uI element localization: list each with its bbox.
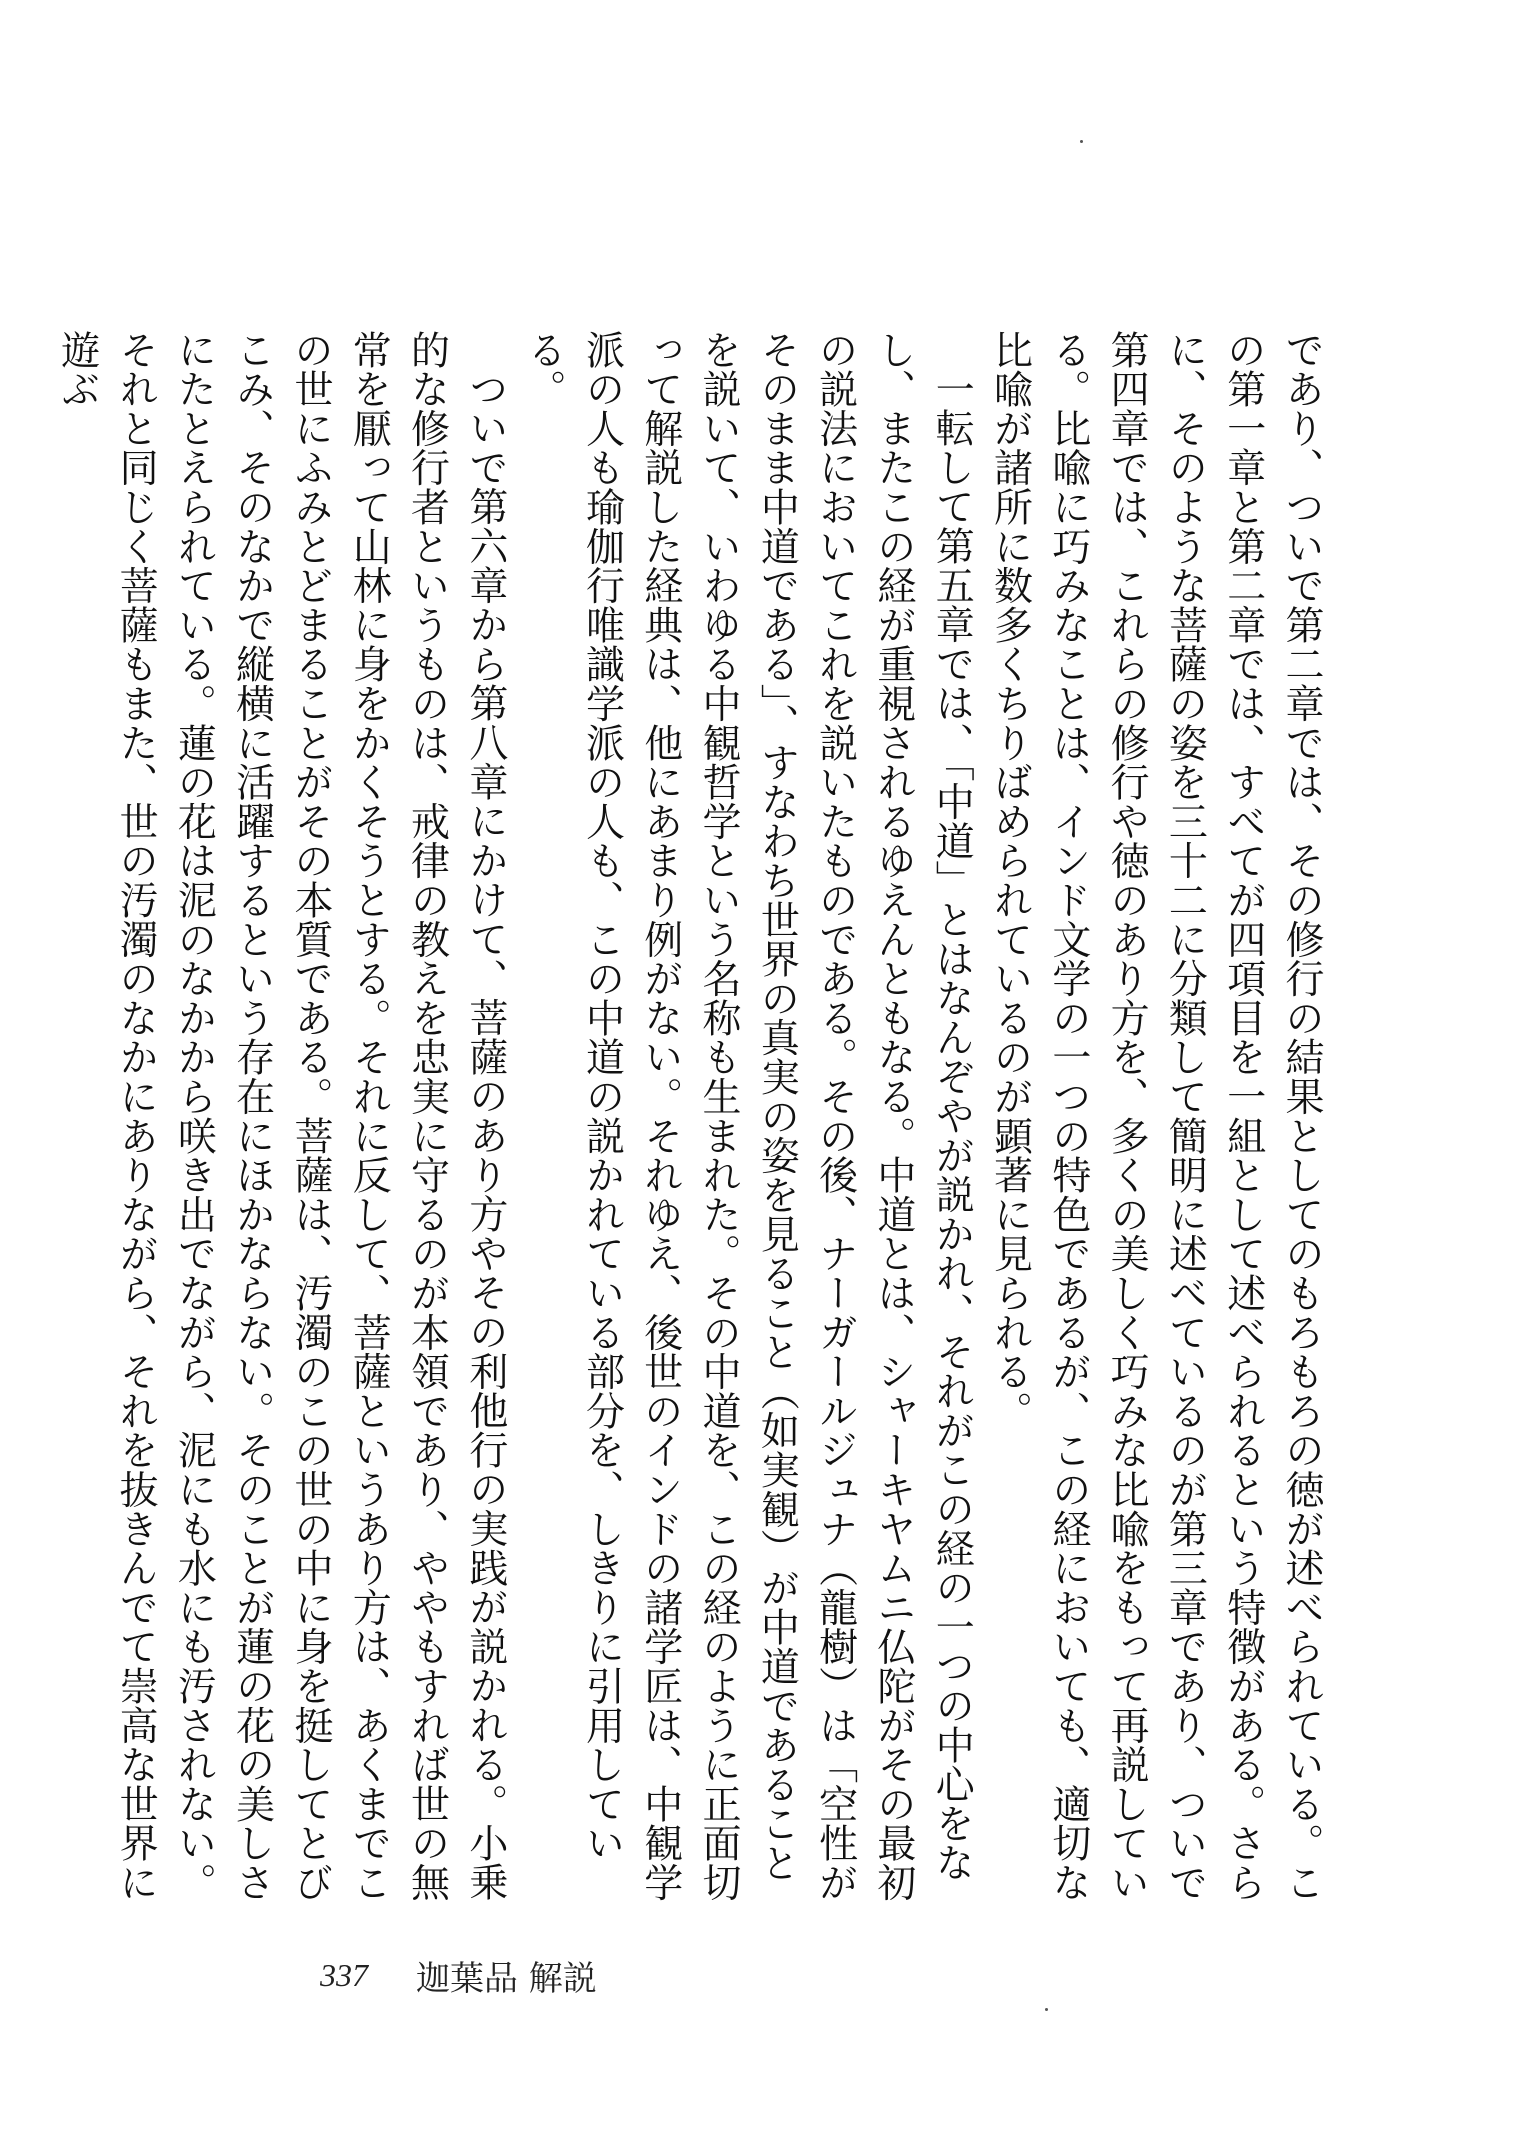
scan-speck bbox=[1080, 140, 1083, 143]
body-text bbox=[54, 330, 1330, 1920]
running-title: 迦葉品 解説 bbox=[416, 1958, 597, 1999]
page-footer bbox=[320, 1950, 597, 2000]
page-number: 337 bbox=[320, 1956, 368, 1993]
scan-speck bbox=[1045, 2008, 1048, 2011]
paragraph-2: 一転して第五章では、「中道」とはなんぞやが説かれ、それがこの経の一つの中心をなし、またこの経が重視されるゆえんともなる。中道とは、シャーキヤムニ仏陀がその最初の説法においてこれを説いたものである。その後、ナーガールジュナ（龍樹）は「空性がそのまま中道である」、すなわち世界の真実の姿を見ること（如実観）が中道であることを説いて、いわゆる中観哲学という名称も生まれた。その中道を、この経のように正面切って解説した経典は、他にあまり例がない。それゆえ、後世のインドの諸学匠は、中観学派の人も瑜伽行唯識学派の人も、この中道の説かれている部分を、しきりに引用している。 bbox=[521, 330, 975, 1902]
paragraph-3: ついで第六章から第八章にかけて、菩薩のあり方やその利他行の実践が説かれる。小乗的な修行者というものは、戒律の教えを忠実に守るのが本領であり、ややもすれば世の無常を厭って山林に身をかくそうとする。それに反して、菩薩というあり方は、あくまでこの世にふみとどまることがその本質である。菩薩は、汚濁のこの世の中に身を挺してとびこみ、そのなかで縦横に活躍するという存在にほかならない。そのことが蓮の花の美しさにたとえられている。蓮の花は泥のなかから咲き出でながら、泥にも水にも汚されない。それと同じく菩薩もまた、世の汚濁のなかにありながら、それを抜きんでて崇高な世界に遊ぶ bbox=[54, 330, 508, 1902]
paragraph-1: であり、ついで第二章では、その修行の結果としてのもろもろの徳が述べられている。この第一章と第二章では、すべてが四項目を一組として述べられるという特徴がある。さらに、そのような菩薩の姿を三十二に分類して簡明に述べているのが第三章であり、ついで第四章では、これらの修行や徳のあり方を、多くの美しく巧みな比喩をもって再説している。比喩に巧みなことは、インド文学の一つの特色であるが、この経においても、適切な比喩が諸所に数多くちりばめられているのが顕著に見られる。 bbox=[987, 330, 1324, 1902]
